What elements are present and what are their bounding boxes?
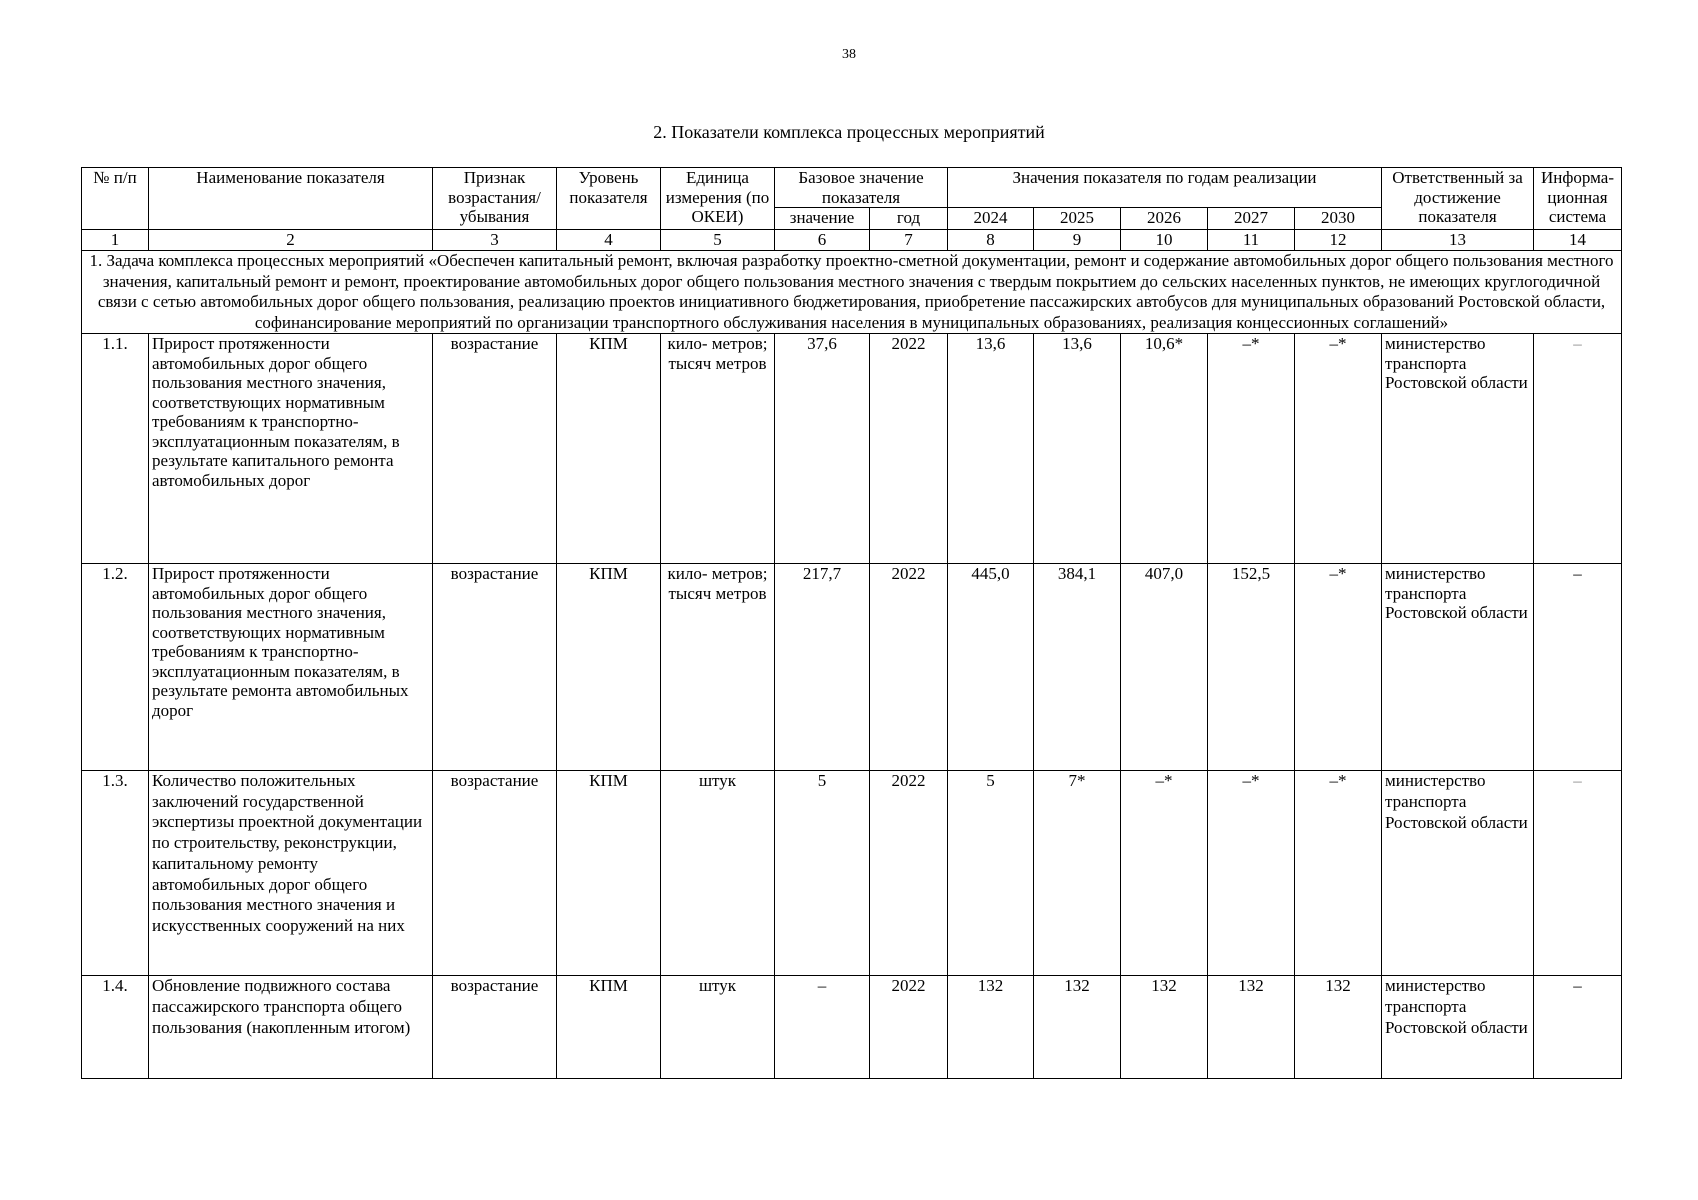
header-year-2027: 2027 xyxy=(1208,208,1295,230)
indicator-unit: кило- метров; тысяч метров xyxy=(661,564,775,771)
header-responsible: Ответственный за достижение показателя xyxy=(1382,168,1534,230)
header-base-value: значение xyxy=(775,208,870,230)
base-year: 2022 xyxy=(870,771,948,976)
value-2025: 7* xyxy=(1034,771,1121,976)
value-2030: –* xyxy=(1295,771,1382,976)
info-system: – xyxy=(1534,334,1622,564)
responsible: министерство транспорта Ростовской области xyxy=(1382,771,1534,976)
indicator-name: Обновление подвижного состава пассажирского транспорта общего пользования (накопленным итогом) xyxy=(149,976,433,1079)
value-2025: 132 xyxy=(1034,976,1121,1079)
column-number: 11 xyxy=(1208,230,1295,251)
column-number: 14 xyxy=(1534,230,1622,251)
task-row xyxy=(82,251,1622,334)
value-2030: 132 xyxy=(1295,976,1382,1079)
row-number: 1.3. xyxy=(82,771,149,976)
header-info-system: Информа- ционная система xyxy=(1534,168,1622,230)
column-number: 13 xyxy=(1382,230,1534,251)
indicator-level: КПМ xyxy=(557,334,661,564)
base-year: 2022 xyxy=(870,564,948,771)
task-description: 1. Задача комплекса процессных мероприятий «Обеспечен капитальный ремонт, включая разработку проектно-сметной документации, ремонт и содержание автомобильных дорог общего пользования местного значения, капитальный ремонт и ремонт, проектирование автомобильных дорог общего пользования местного значения с твердым покрытием до сельских населенных пунктов, не имеющих круглогодичной связи с сетью автомобильных дорог общего пользования, реализацию проектов инициативного бюджетирования, приобретение пассажирских автобусов для муниципальных образований Ростовской области, софинансирование мероприятий по организации транспортного обслуживания населения в муниципальных образованиях, реализация концессионных соглашений» xyxy=(82,251,1622,334)
indicator-level: КПМ xyxy=(557,564,661,771)
value-2024: 132 xyxy=(948,976,1034,1079)
indicator-sign: возрастание xyxy=(433,334,557,564)
indicator-sign: возрастание xyxy=(433,771,557,976)
column-number: 9 xyxy=(1034,230,1121,251)
table-row xyxy=(82,564,1622,771)
column-number: 3 xyxy=(433,230,557,251)
base-value: – xyxy=(775,976,870,1079)
value-2025: 13,6 xyxy=(1034,334,1121,564)
column-number: 2 xyxy=(149,230,433,251)
value-2030: –* xyxy=(1295,564,1382,771)
header-base: Базовое значение показателя xyxy=(775,168,948,208)
page-title: 2. Показатели комплекса процессных мероприятий xyxy=(653,122,1045,142)
value-2026: 407,0 xyxy=(1121,564,1208,771)
info-system: – xyxy=(1534,976,1622,1079)
header-year-2025: 2025 xyxy=(1034,208,1121,230)
value-2024: 13,6 xyxy=(948,334,1034,564)
column-number: 5 xyxy=(661,230,775,251)
value-2026: 10,6* xyxy=(1121,334,1208,564)
header-year-2024: 2024 xyxy=(948,208,1034,230)
table-row xyxy=(82,334,1622,564)
info-system: – xyxy=(1534,564,1622,771)
row-number: 1.2. xyxy=(82,564,149,771)
value-2026: –* xyxy=(1121,771,1208,976)
header-year-2030: 2030 xyxy=(1295,208,1382,230)
indicator-level: КПМ xyxy=(557,771,661,976)
header-values: Значения показателя по годам реализации xyxy=(948,168,1382,208)
column-number: 8 xyxy=(948,230,1034,251)
header-num: № п/п xyxy=(82,168,149,230)
base-value: 217,7 xyxy=(775,564,870,771)
row-number: 1.4. xyxy=(82,976,149,1079)
indicator-name: Прирост протяженности автомобильных дорог общего пользования местного значения, соответствующих нормативным требованиям к транспортно-эксплуатационным показателям, в результате ремонта автомобильных дорог xyxy=(149,564,433,771)
value-2027: –* xyxy=(1208,771,1295,976)
column-number: 6 xyxy=(775,230,870,251)
responsible: министерство транспорта Ростовской области xyxy=(1382,976,1534,1079)
row-number: 1.1. xyxy=(82,334,149,564)
header-unit: Единица измерения (по ОКЕИ) xyxy=(661,168,775,230)
indicator-unit: кило- метров; тысяч метров xyxy=(661,334,775,564)
base-year: 2022 xyxy=(870,976,948,1079)
value-2025: 384,1 xyxy=(1034,564,1121,771)
page-number: 38 xyxy=(842,47,856,62)
info-system: – xyxy=(1534,771,1622,976)
value-2024: 445,0 xyxy=(948,564,1034,771)
column-numbers-row xyxy=(82,230,1622,251)
value-2026: 132 xyxy=(1121,976,1208,1079)
responsible: министерство транспорта Ростовской области xyxy=(1382,334,1534,564)
column-number: 4 xyxy=(557,230,661,251)
responsible: министерство транспорта Ростовской области xyxy=(1382,564,1534,771)
indicator-name: Количество положительных заключений государственной экспертизы проектной документации по строительству, реконструкции, капитальному ремонту автомобильных дорог общего пользования местного значения и искусственных сооружений на них xyxy=(149,771,433,976)
column-number: 12 xyxy=(1295,230,1382,251)
indicators-table xyxy=(81,167,1622,1079)
value-2024: 5 xyxy=(948,771,1034,976)
value-2027: 152,5 xyxy=(1208,564,1295,771)
header-year-2026: 2026 xyxy=(1121,208,1208,230)
column-number: 1 xyxy=(82,230,149,251)
base-value: 37,6 xyxy=(775,334,870,564)
table-row xyxy=(82,771,1622,976)
value-2027: –* xyxy=(1208,334,1295,564)
header-sign: Признак возрастания/ убывания xyxy=(433,168,557,230)
header-level: Уровень показателя xyxy=(557,168,661,230)
indicator-unit: штук xyxy=(661,976,775,1079)
base-value: 5 xyxy=(775,771,870,976)
indicator-name: Прирост протяженности автомобильных дорог общего пользования местного значения, соответствующих нормативным требованиям к транспортно-эксплуатационным показателям, в результате капитального ремонта автомобильных дорог xyxy=(149,334,433,564)
indicator-level: КПМ xyxy=(557,976,661,1079)
value-2030: –* xyxy=(1295,334,1382,564)
value-2027: 132 xyxy=(1208,976,1295,1079)
base-year: 2022 xyxy=(870,334,948,564)
indicator-sign: возрастание xyxy=(433,564,557,771)
table-row xyxy=(82,976,1622,1079)
header-base-year: год xyxy=(870,208,948,230)
column-number: 10 xyxy=(1121,230,1208,251)
header-row xyxy=(82,168,1622,208)
indicator-unit: штук xyxy=(661,771,775,976)
column-number: 7 xyxy=(870,230,948,251)
header-name: Наименование показателя xyxy=(149,168,433,230)
indicator-sign: возрастание xyxy=(433,976,557,1079)
